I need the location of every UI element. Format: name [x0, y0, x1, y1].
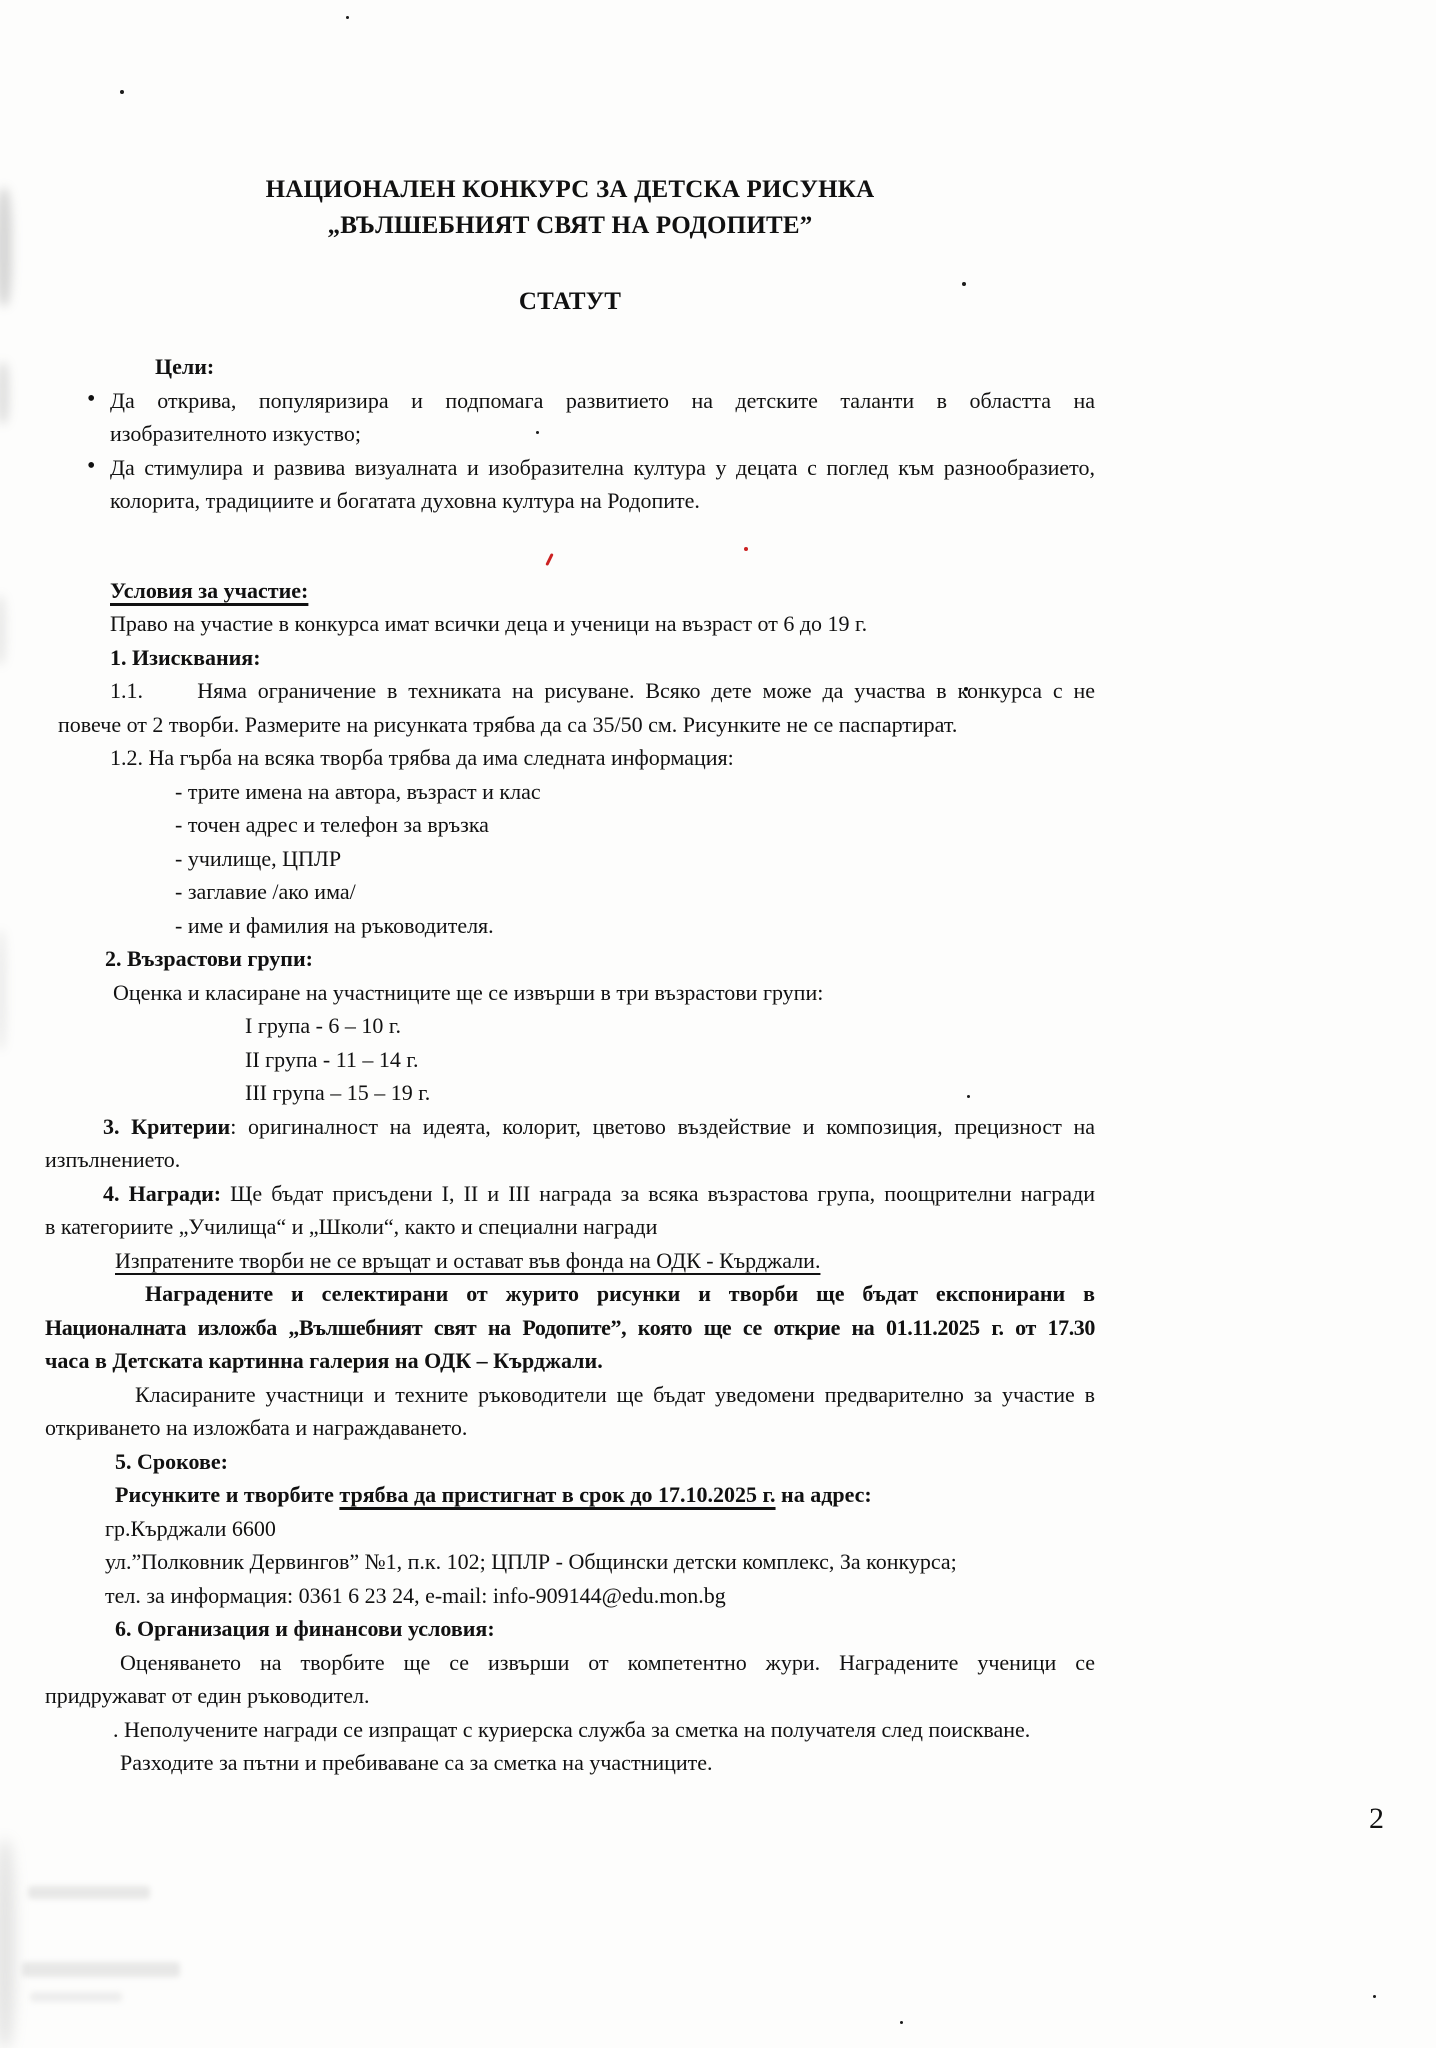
- bullet-icon: •: [87, 385, 96, 412]
- exhibition-line-3: часа в Детската картинна галерия на ОДК – Кърджали.: [45, 1348, 603, 1373]
- exhibition-line-2: Националната изложба „Вълшебният свят на Родопите”, която ще се открие на 01.11.2025 г. от 17.30: [45, 1314, 1095, 1340]
- expenses-line: Разходите за пътни и пребиваване са за сметка на участниците.: [120, 1750, 713, 1775]
- scan-smudge: [0, 595, 6, 665]
- organization-heading: 6. Организация и финансови условия:: [115, 1616, 495, 1641]
- scan-smudge: [0, 1840, 15, 2048]
- criteria-line-2: изпълнението.: [45, 1147, 181, 1172]
- spacer: [45, 244, 1095, 284]
- spacer: [45, 0, 1095, 172]
- unclaimed-awards-line: . Неполучените награди се изпращат с куриерска служба за сметка на получателя след поискване.: [113, 1716, 1031, 1742]
- awards-line-2: в категориите „Училища“ и „Школи“, както и специални награди: [45, 1214, 658, 1239]
- info-list-item: - точен адрес и телефон за връзка: [175, 812, 489, 837]
- address-line-1: гр.Кърджали 6600: [105, 1515, 276, 1541]
- scan-ghost-text: [22, 1962, 180, 1977]
- info-list-item: - училище, ЦПЛР: [175, 845, 342, 871]
- document-content: [45, 0, 1095, 1780]
- bullet-icon: •: [87, 452, 96, 479]
- age-groups-heading: 2. Възрастови групи:: [105, 946, 313, 971]
- criteria-line-1: 3. Критерии: оригиналност на идеята, колорит, цветово въздействие и композиция, прецизност на: [103, 1113, 1095, 1139]
- address-line-3: тел. за информация: 0361 6 23 24, e-mail: info-909144@edu.mon.bg: [105, 1582, 726, 1608]
- notification-line-1: Класираните участници и техните ръководители ще бъдат уведомени предварително за участие в: [135, 1381, 1095, 1407]
- page-number: 2: [1369, 1802, 1384, 1835]
- age-group-2: II група - 11 – 14 г.: [245, 1046, 419, 1072]
- scan-ghost-text: [28, 1886, 150, 1899]
- requirements-heading: 1. Изисквания:: [110, 644, 261, 670]
- age-group-3: III група – 15 – 19 г.: [245, 1080, 431, 1105]
- goal-item-1-line-2: изобразителното изкуство;: [110, 421, 361, 446]
- goal-item-1-line-1: • Да открива, популяризира и подпомага развитието на детските таланти в областта на: [45, 384, 1095, 418]
- goal-item-2-line-2: колорита, традициите и богатата духовна култура на Родопите.: [110, 488, 700, 513]
- info-list-item: - заглавие /ако има/: [175, 879, 356, 904]
- info-list-item: - име и фамилия на ръководителя.: [175, 912, 494, 938]
- requirement-1-1-line-2: повече от 2 творби. Размерите на рисунката трябва да са 35/50 см. Рисунките не се паспартират.: [58, 711, 958, 737]
- conditions-intro: Право на участие в конкурса имат всички деца и ученици на възраст от 6 до 19 г.: [110, 611, 868, 636]
- info-list-item: - трите имена на автора, възраст и клас: [175, 778, 541, 804]
- goals-heading: Цели:: [155, 354, 215, 379]
- address-line-2: ул.”Полковник Дервингов” №1, п.к. 102; ЦПЛР - Общински детски комплекс, За конкурса;: [105, 1549, 957, 1574]
- conditions-heading: Условия за участие:: [110, 577, 309, 603]
- deadlines-heading: 5. Срокове:: [115, 1448, 228, 1474]
- requirement-1-1-line-1: 1.1. Няма ограничение в техниката на рисуване. Всяко дете може да участва в конкурса с не: [110, 678, 1095, 703]
- age-groups-intro: Оценка и класиране на участниците ще се извърши в три възрастови групи:: [113, 979, 824, 1005]
- document-subtitle: СТАТУТ: [518, 288, 622, 315]
- notification-line-2: откриването на изложбата и награждаването.: [45, 1415, 468, 1440]
- scan-ghost-text: [30, 1992, 122, 2002]
- scan-speck: [900, 2021, 903, 2024]
- spacer: [45, 320, 1095, 350]
- document-title-line1: НАЦИОНАЛЕН КОНКУРС ЗА ДЕТСКА РИСУНКА: [265, 176, 875, 203]
- document-title-line2: „ВЪЛШЕБНИЯТ СВЯТ НА РОДОПИТЕ”: [327, 212, 813, 239]
- awards-note: Изпратените творби не се връщат и остават във фонда на ОДК - Кърджали.: [115, 1247, 821, 1273]
- organization-line-1: Оценяването на творбите ще се извърши от компетентно жури. Наградените ученици се: [120, 1649, 1095, 1675]
- scan-smudge: [0, 362, 9, 424]
- deadline-sentence: Рисунките и творбите трябва да пристигнат в срок до 17.10.2025 г. на адрес:: [115, 1482, 872, 1507]
- goal-item-2-line-1: • Да стимулира и развива визуалната и изобразителна култура у децата с поглед към разнообразието,: [45, 451, 1095, 485]
- age-group-1: I група - 6 – 10 г.: [245, 1013, 401, 1038]
- requirement-1-2: 1.2. На гърба на всяка творба трябва да има следната информация:: [110, 745, 734, 770]
- organization-line-2: придружават от един ръководител.: [45, 1683, 370, 1708]
- spacer: [45, 518, 1095, 574]
- awards-line-1: 4. Награди: Ще бъдат присъдени I, II и III награда за всяка възрастова група, поощрителни награди: [103, 1180, 1095, 1206]
- exhibition-line-1: Наградените и селектирани от журито рисунки и творби ще бъдат експонирани в: [145, 1281, 1095, 1306]
- scan-smudge: [0, 188, 12, 306]
- scan-speck: [1373, 1995, 1376, 1998]
- scan-smudge: [0, 930, 6, 1050]
